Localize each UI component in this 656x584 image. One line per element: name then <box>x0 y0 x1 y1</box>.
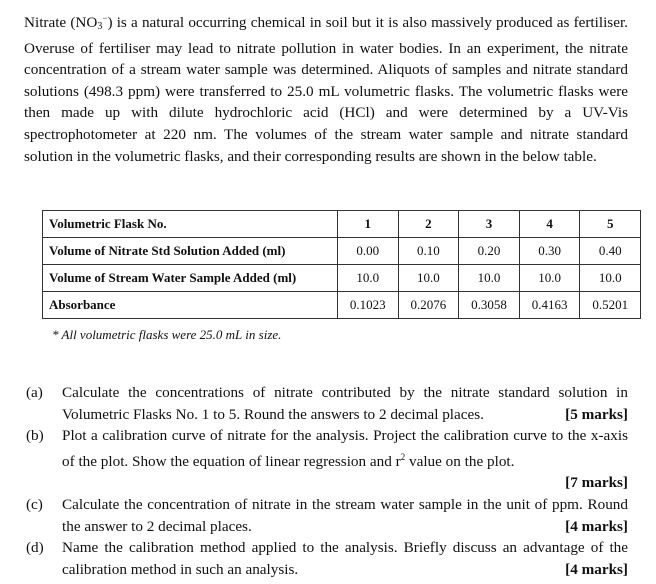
table-cell: 0.3058 <box>459 292 520 319</box>
question-marks: [4 marks] <box>565 560 628 578</box>
table-header-row <box>43 211 641 238</box>
table-cell: 0.40 <box>580 238 641 265</box>
table-cell: 10.0 <box>580 265 641 292</box>
table-row <box>43 265 641 292</box>
data-table <box>42 210 641 319</box>
table-cell: 0.30 <box>519 238 580 265</box>
intro-text-pre: Nitrate (NO <box>24 14 98 31</box>
table-cell: 0.10 <box>398 238 459 265</box>
table-cell: 0.4163 <box>519 292 580 319</box>
question-b <box>24 425 628 494</box>
flask-number-cell: 3 <box>459 211 520 238</box>
table-cell: 10.0 <box>398 265 459 292</box>
table-cell: 0.1023 <box>338 292 399 319</box>
question-marks: [7 marks] <box>565 474 628 492</box>
table-cell: 0.00 <box>338 238 399 265</box>
question-text: Plot a calibration curve of nitrate for the analysis. Project the calibration curve to the x-axis of the plot. Show the equation of linear regression and r <box>62 427 628 470</box>
question-text: Calculate the concentrations of nitrate contributed by the nitrate standard solution in Volumetric Flasks No. 1 to 5. Round the answers to 2 decimal places. <box>62 384 628 423</box>
row-label: Absorbance <box>43 292 338 319</box>
flask-number-cell: 1 <box>338 211 399 238</box>
question-list <box>24 382 628 580</box>
table-cell: 10.0 <box>338 265 399 292</box>
nitrate-superscript: − <box>102 13 108 23</box>
flask-number-cell: 5 <box>580 211 641 238</box>
question-a <box>24 382 628 425</box>
question-d <box>24 537 628 580</box>
table-cell: 0.2076 <box>398 292 459 319</box>
table-cell: 10.0 <box>459 265 520 292</box>
intro-text-post: ) is a natural occurring chemical in soil but it is also massively produced as fertiliser. Overuse of fertiliser may lead to nitrate pollution in water bodies. In an experiment, the nitrate concentration of a stream water sample was determined. Aliquots of samples and nitrate standard solutions (498.3 ppm) were transferred to 25.0 mL volumetric flasks. The volumetric flasks were then made up with dilute hydrochloric acid (HCl) and were determined by a UV-Vis spectrophotometer at 220 nm. The volumes of the stream water sample and nitrate standard solution in the volumetric flasks, and their corresponding results are shown in the below table. <box>24 14 628 165</box>
header-label: Volumetric Flask No. <box>43 211 338 238</box>
question-tag: (a) <box>26 384 43 401</box>
question-text: Calculate the concentration of nitrate in the stream water sample in the unit of ppm. Round the answer to 2 decimal places. <box>62 495 628 535</box>
table-footnote: * All volumetric flasks were 25.0 mL in size. <box>52 327 282 342</box>
table-cell: 0.5201 <box>580 292 641 319</box>
question-tag: (c) <box>26 495 43 513</box>
question-text-cont: value on the plot. <box>405 452 515 470</box>
question-c <box>24 494 628 537</box>
intro-paragraph <box>24 8 628 167</box>
flask-number-cell: 4 <box>519 211 580 238</box>
row-label: Volume of Stream Water Sample Added (ml) <box>43 265 338 292</box>
question-text: Name the calibration method applied to the analysis. Briefly discuss an advantage of the calibration method in such an analysis. <box>62 539 628 578</box>
question-tag: (b) <box>26 427 44 445</box>
nitrate-subscript: 3 <box>97 21 103 32</box>
table-cell: 0.20 <box>459 238 520 265</box>
table-row <box>43 238 641 265</box>
r-squared-superscript: 2 <box>400 451 406 462</box>
table-cell: 10.0 <box>519 265 580 292</box>
question-marks: [5 marks] <box>565 405 628 423</box>
table-row <box>43 292 641 319</box>
question-marks: [4 marks] <box>565 517 628 535</box>
row-label: Volume of Nitrate Std Solution Added (ml) <box>43 238 338 265</box>
flask-number-cell: 2 <box>398 211 459 238</box>
question-tag: (d) <box>26 539 44 557</box>
